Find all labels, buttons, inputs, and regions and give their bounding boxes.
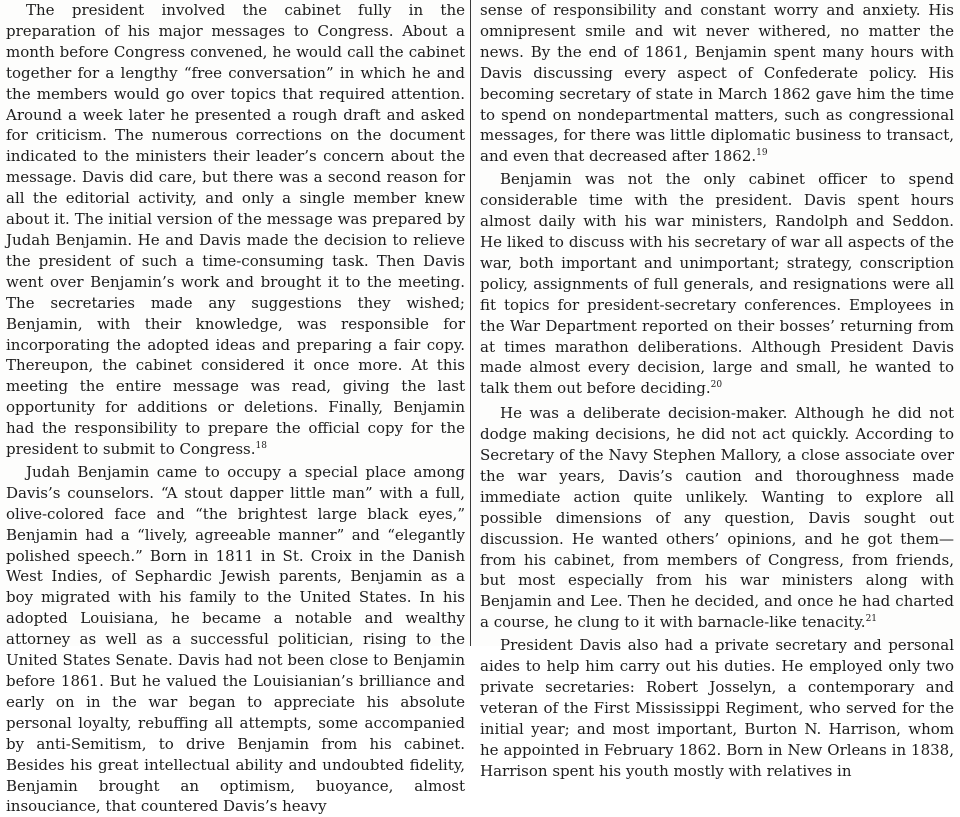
paragraph-text: Judah Benjamin came to occupy a special place among Davis’s counselors. “A stout dapper little man” with a full, olive-colored face and “the brightest large black eyes,” Benjamin had a “lively, agreeable manner” and “elegantly polished speech.” Born in 1811 in St. Croix in the Danish West Indies, of Sephardic Jewish parents, Benjamin as a boy migrated with his family to the United States. In his adopted Louisiana, he became a notable and wealthy attorney as well as a successful politician, rising to the United States Senate. Davis had not been close to Benjamin before 1861. But he valued the Louisianian’s brilliance and early on in the war began to appreciate his absolute personal loyalty, rebuffing all attempts, some accompanied by anti-Semitism, to drive Benjamin from his cabinet. Besides his great intellectual ability and undoubted fidelity, Benjamin brought an optimism, buoyance, almost insouciance, that countered Davis’s heavy xyxy=(6,462,465,816)
right-text-column xyxy=(480,0,954,780)
footnote-ref-19: 19 xyxy=(756,148,768,159)
paragraph-cabinet-messages xyxy=(6,0,465,460)
column-divider xyxy=(470,0,471,646)
paragraph-benjamin-continued xyxy=(480,0,954,167)
paragraph-decision-maker xyxy=(480,403,954,633)
paragraph-war-ministers xyxy=(480,169,954,399)
paragraph-text: He was a deliberate decision-maker. Although he did not dodge making decisions, he did not act quickly. According to Secretary of the Navy Stephen Mallory, a close associate over the war years, Davis’s caution and thoroughness made immediate action quite unlikely. Wanting to explore all possible dimensions of any question, Davis sought out discussion. He wanted others’ opinions, and he got them—from his cabinet, from members of Congress, from friends, but most especially from his war ministers along with Benjamin and Lee. Then he decided, and once he had charted a course, he clung to it with barnacle-like tenacity. xyxy=(480,404,954,632)
paragraph-judah-benjamin xyxy=(6,462,465,817)
footnote-ref-21: 21 xyxy=(865,614,878,625)
left-text-column xyxy=(6,0,465,816)
paragraph-text: sense of responsibility and constant worry and anxiety. His omnipresent smile and wit never withered, no matter the news. By the end of 1861, Benjamin spent many hours with Davis discussing every aspect of Confederate policy. His becoming secretary of state in March 1862 gave him the time to spend on nondepartmental matters, such as congressional messages, for there was little diplomatic business to transact, and even that decreased after 1862. xyxy=(480,1,954,166)
paragraph-text: President Davis also had a private secretary and personal aides to help him carry out his duties. He employed only two private secretaries: Robert Josselyn, a contemporary and veteran of the First Mississippi Regiment, who served for the initial year; and most important, Burton N. Harrison, whom he appointed in February 1862. Born in New Orleans in 1838, Harrison spent his youth mostly with relatives in xyxy=(480,636,954,780)
paragraph-text: Benjamin was not the only cabinet officer to spend considerable time with the president. Davis spent hours almost daily with his war ministers, Randolph and Seddon. He liked to discuss with his secretary of war all aspects of the war, both important and unimportant; strategy, conscription policy, assignments of full generals, and resignations were all fit topics for president-secretary conferences. Employees in the War Department reported on their bosses’ returning from at times marathon deliberations. Although President Davis made almost every decision, large and small, he wanted to talk them out before deciding. xyxy=(480,170,954,398)
paragraph-text: The president involved the cabinet fully in the preparation of his major messages to Congress. About a month before Congress convened, he would call the cabinet together for a lengthy “free conversation” in which he and the members would go over topics that required attention. Around a week later he presented a rough draft and asked for criticism. The numerous corrections on the document indicated to the ministers their leader’s concern about the message. Davis did care, but there was a second reason for all the editorial activity, and only a single member knew about it. The initial version of the message was prepared by Judah Benjamin. He and Davis made the decision to relieve the president of such a time-consuming task. Then Davis went over Benjamin’s work and brought it to the meeting. The secretaries made any suggestions they wished; Benjamin, with their knowledge, was responsible for incorporating the adopted ideas and preparing a fair copy. Thereupon, the cabinet considered it once more. At this meeting the entire message was read, giving the last opportunity for additions or deletions. Finally, Benjamin had the responsibility to prepare the official copy for the president to submit to Congress. xyxy=(6,1,465,459)
footnote-ref-20: 20 xyxy=(710,380,723,391)
footnote-ref-18: 18 xyxy=(255,441,267,452)
paragraph-private-secretary xyxy=(480,635,954,781)
